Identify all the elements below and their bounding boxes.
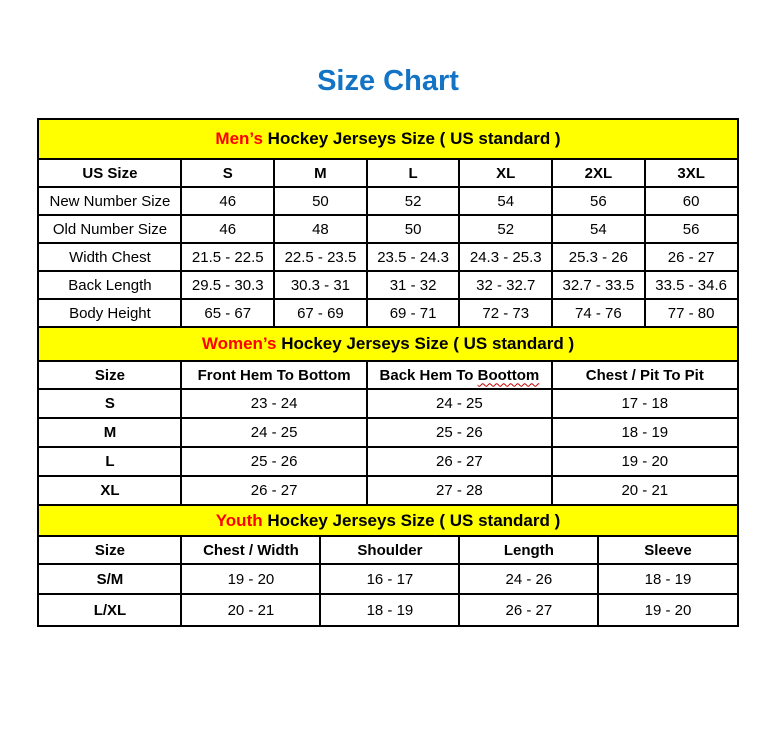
womens-col-header-back-hem: [367, 361, 552, 389]
youth-row-sm: [38, 564, 737, 594]
mens-title-highlight: Men’s: [215, 129, 263, 148]
youth-col-header-chest-width: Chest / Width: [181, 536, 320, 564]
mens-size-value: 24.3 - 25.3: [459, 243, 552, 271]
womens-title-rest: Hockey Jerseys Size ( US standard ): [276, 334, 575, 353]
mens-row-label: Body Height: [38, 299, 181, 327]
mens-size-value: 77 - 80: [645, 299, 738, 327]
youth-column-header-row: [38, 536, 737, 564]
womens-size-value: 24 - 25: [367, 389, 552, 418]
womens-row-xl: [38, 476, 737, 505]
youth-size-value: 20 - 21: [181, 594, 320, 626]
youth-size-value: 19 - 20: [181, 564, 320, 594]
mens-size-value: 29.5 - 30.3: [181, 271, 274, 299]
mens-size-value: 22.5 - 23.5: [274, 243, 367, 271]
mens-col-header-2xl: 2XL: [552, 159, 645, 187]
back-hem-text: Back Hem To: [379, 366, 478, 384]
youth-section-title: [38, 505, 737, 536]
womens-size-value: 27 - 28: [367, 476, 552, 505]
mens-size-value: 50: [274, 187, 367, 215]
womens-col-header-size: Size: [38, 361, 181, 389]
mens-size-value: 30.3 - 31: [274, 271, 367, 299]
mens-size-value: 56: [645, 215, 738, 243]
youth-section-header-row: [38, 505, 737, 536]
mens-size-value: 48: [274, 215, 367, 243]
womens-size-value: 24 - 25: [181, 418, 366, 447]
back-hem-misspelled-word: Boottom: [477, 366, 540, 384]
mens-size-value: 67 - 69: [274, 299, 367, 327]
mens-row-body-height: [38, 299, 737, 327]
youth-col-header-shoulder: Shoulder: [320, 536, 459, 564]
womens-row-label: M: [38, 418, 181, 447]
mens-row-label: Old Number Size: [38, 215, 181, 243]
mens-size-value: 31 - 32: [367, 271, 460, 299]
youth-title-rest: Hockey Jerseys Size ( US standard ): [262, 510, 561, 530]
mens-section-title: [38, 119, 737, 159]
womens-size-value: 23 - 24: [181, 389, 366, 418]
mens-size-value: 69 - 71: [367, 299, 460, 327]
mens-size-value: 26 - 27: [645, 243, 738, 271]
mens-row-label: New Number Size: [38, 187, 181, 215]
mens-size-value: 23.5 - 24.3: [367, 243, 460, 271]
youth-size-value: 18 - 19: [598, 564, 737, 594]
mens-row-width-chest: [38, 243, 737, 271]
youth-size-value: 24 - 26: [459, 564, 598, 594]
mens-col-header-3xl: 3XL: [645, 159, 738, 187]
womens-size-value: 17 - 18: [552, 389, 738, 418]
womens-row-m: [38, 418, 737, 447]
mens-size-value: 33.5 - 34.6: [645, 271, 738, 299]
womens-row-l: [38, 447, 737, 476]
youth-size-value: 19 - 20: [598, 594, 737, 626]
youth-col-header-sleeve: Sleeve: [598, 536, 737, 564]
youth-row-lxl: [38, 594, 737, 626]
womens-section-title: [38, 327, 737, 361]
womens-size-value: 19 - 20: [552, 447, 738, 476]
womens-size-value: 26 - 27: [181, 476, 366, 505]
mens-size-value: 72 - 73: [459, 299, 552, 327]
womens-section-header-row: [38, 327, 737, 361]
mens-column-header-row: [38, 159, 737, 187]
womens-col-header-front-hem: Front Hem To Bottom: [181, 361, 366, 389]
mens-size-value: 46: [181, 187, 274, 215]
mens-size-value: 21.5 - 22.5: [181, 243, 274, 271]
mens-row-new-number-size: [38, 187, 737, 215]
mens-size-value: 32.7 - 33.5: [552, 271, 645, 299]
womens-row-s: [38, 389, 737, 418]
mens-size-value: 52: [367, 187, 460, 215]
mens-row-label: Back Length: [38, 271, 181, 299]
youth-size-value: 16 - 17: [320, 564, 459, 594]
mens-col-header-l: L: [367, 159, 460, 187]
mens-title-rest: Hockey Jerseys Size ( US standard ): [262, 129, 561, 148]
mens-col-header-xl: XL: [459, 159, 552, 187]
youth-row-label: S/M: [38, 564, 181, 594]
mens-size-value: 32 - 32.7: [459, 271, 552, 299]
size-chart-table: [37, 118, 738, 627]
womens-size-value: 20 - 21: [552, 476, 738, 505]
mens-size-value: 50: [367, 215, 460, 243]
mens-size-value: 65 - 67: [181, 299, 274, 327]
youth-row-label: L/XL: [38, 594, 181, 626]
mens-size-value: 46: [181, 215, 274, 243]
mens-size-value: 56: [552, 187, 645, 215]
womens-row-label: XL: [38, 476, 181, 505]
mens-size-value: 25.3 - 26: [552, 243, 645, 271]
womens-size-value: 26 - 27: [367, 447, 552, 476]
womens-col-header-chest: Chest / Pit To Pit: [552, 361, 738, 389]
womens-size-value: 25 - 26: [367, 418, 552, 447]
mens-section-header-row: [38, 119, 737, 159]
youth-size-value: 26 - 27: [459, 594, 598, 626]
mens-col-header-s: S: [181, 159, 274, 187]
youth-size-value: 18 - 19: [320, 594, 459, 626]
mens-size-value: 54: [552, 215, 645, 243]
mens-size-value: 54: [459, 187, 552, 215]
womens-size-value: 25 - 26: [181, 447, 366, 476]
womens-column-header-row: [38, 361, 737, 389]
mens-size-value: 52: [459, 215, 552, 243]
youth-col-header-length: Length: [459, 536, 598, 564]
mens-size-value: 74 - 76: [552, 299, 645, 327]
mens-size-value: 60: [645, 187, 738, 215]
mens-row-label: Width Chest: [38, 243, 181, 271]
womens-row-label: L: [38, 447, 181, 476]
youth-title-highlight: Youth: [215, 510, 263, 530]
womens-row-label: S: [38, 389, 181, 418]
womens-size-value: 18 - 19: [552, 418, 738, 447]
page-title: Size Chart: [317, 65, 459, 97]
womens-title-highlight: Women’s: [201, 334, 277, 353]
mens-col-header-m: M: [274, 159, 367, 187]
mens-row-old-number-size: [38, 215, 737, 243]
mens-col-header-us-size: US Size: [38, 159, 181, 187]
youth-col-header-size: Size: [38, 536, 181, 564]
mens-row-back-length: [38, 271, 737, 299]
